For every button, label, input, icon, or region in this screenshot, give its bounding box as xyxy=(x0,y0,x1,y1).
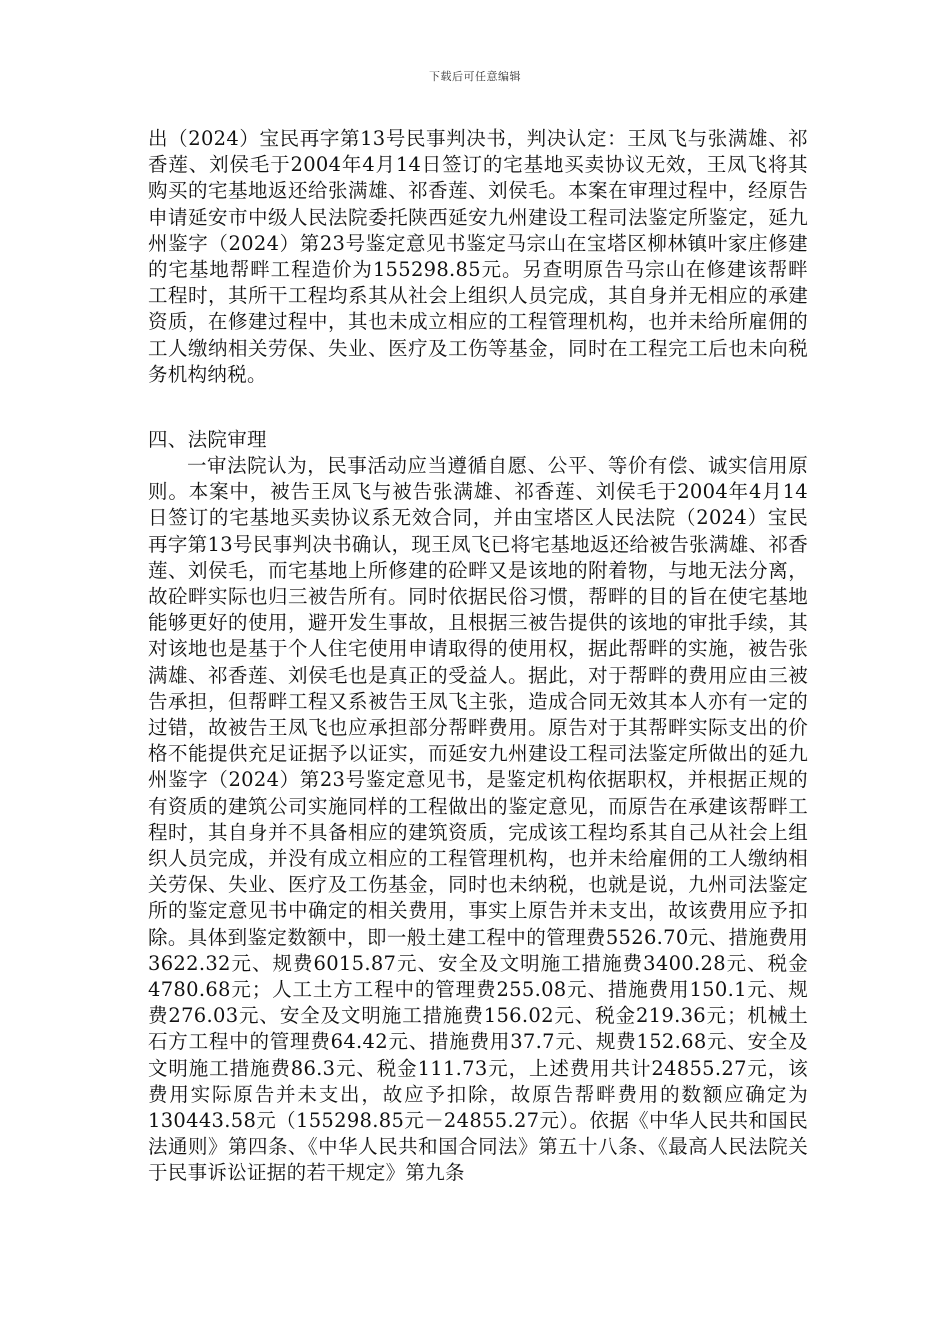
page-header: 下载后可任意编辑 xyxy=(429,70,521,83)
paragraph-continuation: 出（2024）宝民再字第13号民事判决书，判决认定：王凤飞与张满雄、祁香莲、刘侯毛于2004年4月14日签订的宅基地买卖协议无效，王凤飞将其购买的宅基地返还给张满雄、祁香莲、刘侯毛。本案在审理过程中，经原告申请延安市中级人民法院委托陕西延安九州建设工程司法鉴定所鉴定，延九州鉴字（2024）第23号鉴定意见书鉴定马宗山在宝塔区柳林镇叶家庄修建的宅基地帮畔工程造价为155298.85元。另查明原告马宗山在修建该帮畔工程时，其所干工程均系其从社会上组织人员完成，其自身并无相应的承建资质，在修建过程中，其也未成立相应的工程管理机构，也并未给所雇佣的工人缴纳相关劳保、失业、医疗及工伤等基金，同时在工程完工后也未向税务机构纳税。 xyxy=(148,127,808,386)
section-heading: 四、法院审理 xyxy=(148,428,267,451)
paragraph-court-review: 一审法院认为，民事活动应当遵循自愿、公平、等价有偿、诚实信用原则。本案中，被告王凤飞与被告张满雄、祁香莲、刘侯毛于2004年4月14日签订的宅基地买卖协议系无效合同，并由宝塔区人民法院（2024）宝民再字第13号民事判决书确认，现王凤飞已将宅基地返还给被告张满雄、祁香莲、刘侯毛，而宅基地上所修建的砼畔又是该地的附着物，与地无法分离，故砼畔实际也归三被告所有。同时依据民俗习惯，帮畔的目的旨在使宅基地能够更好的使用，避开发生事故，且根据三被告提供的该地的审批手续，其对该地也是基于个人住宅使用申请取得的使用权，据此帮畔的实施，被告张满雄、祁香莲、刘侯毛也是真正的受益人。据此，对于帮畔的费用应由三被告承担，但帮畔工程又系被告王凤飞主张，造成合同无效其本人亦有一定的过错，故被告王凤飞也应承担部分帮畔费用。原告对于其帮畔实际支出的价格不能提供充足证据予以证实，而延安九州建设工程司法鉴定所做出的延九州鉴字（2024）第23号鉴定意见书，是鉴定机构依据职权，并根据正规的有资质的建筑公司实施同样的工程做出的鉴定意见，而原告在承建该帮畔工程时，其自身并不具备相应的建筑资质，完成该工程均系其自己从社会上组织人员完成，并没有成立相应的工程管理机构，也并未给雇佣的工人缴纳相关劳保、失业、医疗及工伤基金，同时也未纳税，也就是说，九州司法鉴定所的鉴定意见书中确定的相关费用，事实上原告并未支出，故该费用应予扣除。具体到鉴定数额中，即一般土建工程中的管理费5526.70元、措施费用3622.32元、规费6015.87元、安全及文明施工措施费3400.28元、税金4780.68元；人工土方工程中的管理费255.08元、措施费用150.1元、规费276.03元、安全及文明施工措施费156.02元、税金219.36元；机械土石方工程中的管理费64.42元、措施费用37.7元、规费152.68元、安全及文明施工措施费86.3元、税金111.73元，上述费用共计24855.27元，该费用实际原告并未支出，故应予扣除，故原告帮畔费用的数额应确定为130443.58元（155298.85元－24855.27元）。依据《中华人民共和国民法通则》第四条、《中华人民共和国合同法》第五十八条、《最高人民法院关于民事诉讼证据的若干规定》第九条 xyxy=(148,454,808,1185)
